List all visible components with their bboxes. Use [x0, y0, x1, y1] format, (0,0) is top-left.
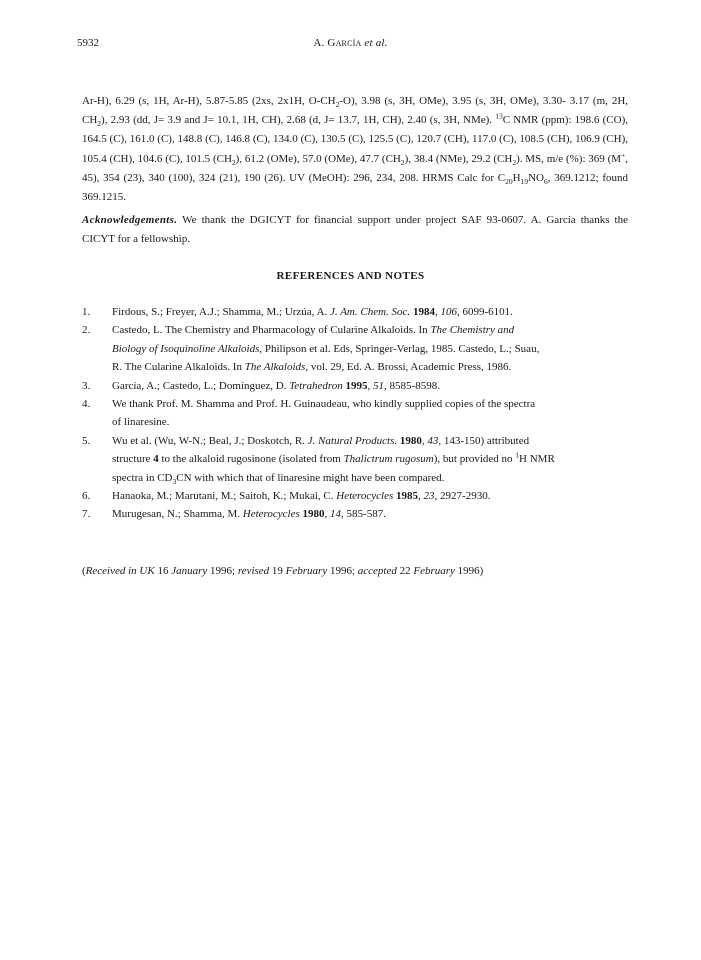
reference-text: Murugesan, N.; Shamma, M. Heterocycles 1980, 14, 585-587.: [112, 508, 386, 521]
body-line: 324 (21), 190 (26). UV (MeOH): 296, 234, 208. HRMS Calc for $C_{20}H_{19}NO_6$, 369.1212; found 369.1215.: [82, 171, 629, 204]
reference-number: 6.: [82, 490, 91, 503]
reference-item: [82, 487, 628, 505]
et-al: et al.: [364, 37, 388, 49]
body-line: 3.17 (m, 2H, $CH_2$), 2.93 (dd, J= 3.9 and J= 10.1, 1H, CH), 2.68 (d, J= 13.7, 1H, CH), 2.40 (s, 3H,: [82, 95, 629, 129]
acknowledgements-label: Acknowledgements.: [82, 214, 178, 226]
page-number: 5932: [77, 37, 99, 49]
reference-text: We thank Prof. M. Shamma and Prof. H. Guinaudeau, who kindly supplied copies of the spectra of linaresine.: [112, 398, 536, 429]
reference-item: [82, 432, 628, 487]
reference-number: 7.: [82, 508, 91, 521]
author-surname: García: [327, 37, 362, 49]
reference-item: [82, 303, 628, 321]
body-line: NMe). $^{13}$C NMR (ppm): 198.6 (CO), 164.5 (C), 161.0 (C), 148.8 (C), 146.8 (C), 134.0 (C), 130.5 (C),: [82, 111, 628, 146]
reference-text: Hanaoka, M.; Marutani, M.; Saitoh, K.; Mukai, C. Heterocycles 1985, 23, 2927-2930.: [112, 490, 491, 503]
body-line: 125.5 (C), 120.7 (CH), 117.0 (C), 108.5 (CH), 106.9 (CH), 105.4 (CH), 104.6 (C), 101.5 $(CH_2)$, 61.2: [82, 133, 629, 167]
reference-text: Castedo, L. The Chemistry and Pharmacology of Cularine Alkaloids. In The Chemistry and Biology of Isoquinoline Alkaloids, Philipson et al. Eds, Springer-Verlag, 1985. Castedo, L.; Suau, R. The Cularine Alkaloids. In The Alkaloids, vol. 29, Ed. A. Brossi, Academic Press, 1986.: [112, 324, 540, 374]
acknowledgements-text: We thank the DGICYT for financial support under project SAF 93-0607. A. García thanks the CICYT for a fellowship.: [82, 214, 628, 246]
running-head: [0, 37, 701, 53]
received-dates-note: (Received in UK 16 January 1996; revised 19 February 1996; accepted 22 February 1996): [82, 565, 484, 577]
reference-item: [82, 395, 628, 432]
acknowledgements-paragraph: [82, 211, 628, 249]
body-line: Ar-H), 6.29 (s, 1H, Ar-H), 5.87-5.85 (2xs, 2x1H, $O-CH_2-O$), 3.98 (s, 3H, OMe), 3.95 (s, 3H, OMe), 3.30-: [82, 95, 566, 110]
reference-number: 2.: [82, 324, 91, 337]
reference-number: 3.: [82, 379, 91, 392]
running-author: [0, 37, 701, 49]
references-list: [82, 303, 628, 524]
reference-text: Wu et al. (Wu, W-N.; Beal, J.; Doskotch, R. J. Natural Products. 1980, 43, 143-150) attributed structure 4 to the alkaloid rugosinone (isolated from Thalictrum rugosum), but provided no $^1$H NMR spectra in $CD_3CN$ with which that of linaresine might have been compared.: [112, 434, 555, 486]
reference-item: [82, 377, 628, 395]
reference-number: 4.: [82, 398, 91, 411]
reference-number: 1.: [82, 306, 91, 318]
reference-item: [82, 505, 628, 523]
reference-text: García, A.; Castedo, L.; Domínguez, D. Tetrahedron 1995, 51, 8585-8598.: [112, 379, 440, 392]
reference-item: [82, 321, 628, 376]
reference-number: 5.: [82, 434, 91, 447]
author-initial: A.: [313, 37, 328, 49]
references-heading: REFERENCES AND NOTES: [276, 270, 425, 282]
experimental-data-paragraph: [82, 92, 628, 207]
reference-text: Firdous, S.; Freyer, A.J.; Shamma, M.; Urzúa, A. J. Am. Chem. Soc. 1984, 106, 6099-6101.: [112, 306, 513, 318]
body-line: (OMe), 57.0 (OMe), 47.7 $(CH_2)$, 38.4 (NMe), 29.2 $(CH_2)$. MS, m/e (%): 369 (M+, 45), 354 (23), 340 (100),: [82, 149, 629, 184]
